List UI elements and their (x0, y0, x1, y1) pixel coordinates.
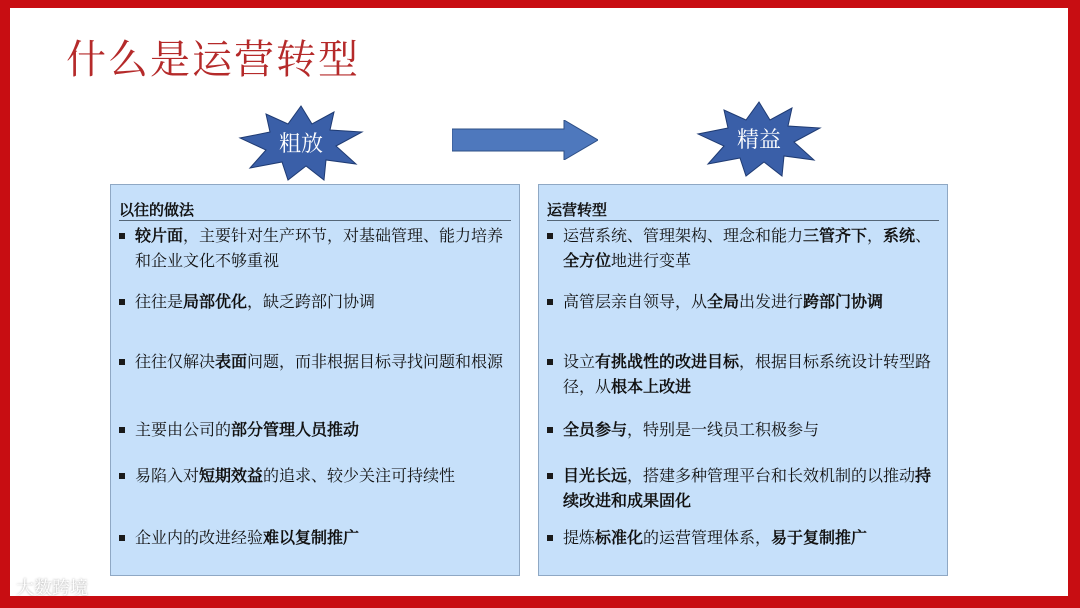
bullet-text (119, 417, 509, 442)
slide (10, 8, 1068, 596)
bullet-icon (547, 427, 553, 433)
bullet-icon (547, 359, 553, 365)
bullet-emphasis: 系统 (883, 226, 916, 245)
bullet-run: 问题，而非根据目标寻找问题和根源 (247, 352, 504, 371)
bullet-icon (119, 535, 125, 541)
bullet-icon (119, 427, 125, 433)
bullet-run: ，主要针对生产环节，对基础管理、能力培养和企业文化不够重视 (135, 226, 504, 270)
bullet-run: 地进行变革 (611, 251, 692, 270)
bullet-emphasis: 易于复制推广 (771, 528, 868, 547)
bullet-emphasis: 难以复制推广 (263, 528, 360, 547)
panel-heading: 以往的做法 (119, 200, 511, 221)
starburst-right (694, 98, 824, 178)
bullet-text (119, 525, 509, 550)
bullet-emphasis: 三管齐下 (803, 226, 868, 245)
bullet-text (119, 349, 509, 374)
bullet-emphasis: 全员参与 (563, 420, 628, 439)
slide-title: 什么是运营转型 (66, 37, 360, 83)
bullet-emphasis: 跨部门协调 (803, 292, 884, 311)
bullet-emphasis: 根本上改进 (611, 377, 692, 396)
bullet-icon (547, 535, 553, 541)
bullet-run: 易陷入对 (135, 466, 200, 485)
bullet-text (119, 289, 509, 314)
bullet-item (547, 463, 937, 513)
bullet-text (547, 463, 937, 513)
bullet-item (119, 525, 509, 550)
bullet-icon (119, 233, 125, 239)
bullet-run: 高管层亲自领导，从 (563, 292, 708, 311)
starburst-right-label: 精益 (736, 127, 781, 153)
bullet-icon (547, 299, 553, 305)
right-arrow-icon (452, 120, 598, 160)
bullet-run: ，特别是一线员工积极参与 (627, 420, 820, 439)
bullet-text (547, 525, 937, 550)
bullet-emphasis: 表面 (215, 352, 248, 371)
starburst-left-label: 粗放 (278, 131, 323, 157)
bullet-item (119, 463, 509, 488)
bullet-run: ， (867, 226, 884, 245)
panel-heading: 运营转型 (547, 200, 939, 221)
bullet-item (547, 525, 937, 550)
bullet-run: 的运营管理体系， (643, 528, 772, 547)
bullet-text (547, 289, 937, 314)
bullet-run: ，根据目标系统设计转型路径，从 (563, 352, 932, 396)
bullet-item (119, 349, 509, 374)
bullet-run: 提炼 (563, 528, 596, 547)
watermark: 大数跨境 (16, 578, 88, 596)
starburst-left (236, 102, 366, 182)
bullet-run: 往往是 (135, 292, 184, 311)
bullet-item (119, 223, 509, 273)
bullet-emphasis: 全局 (707, 292, 740, 311)
bullet-run: ，缺乏跨部门协调 (247, 292, 376, 311)
bullet-text (547, 417, 937, 442)
bullet-run: 设立 (563, 352, 596, 371)
bullet-run: 主要由公司的 (135, 420, 232, 439)
bullet-run: 出发进行 (739, 292, 804, 311)
bullet-text (119, 223, 509, 273)
bullet-run: ，搭建多种管理平台和长效机制的以推动 (627, 466, 916, 485)
bullet-text (547, 223, 937, 273)
bullet-text (119, 463, 509, 488)
bullet-emphasis: 目光长远 (563, 466, 628, 485)
bullet-emphasis: 短期效益 (199, 466, 264, 485)
bullet-emphasis: 全方位 (563, 251, 612, 270)
bullet-icon (119, 299, 125, 305)
bullet-item (547, 223, 937, 273)
bullet-icon (547, 233, 553, 239)
bullet-emphasis: 标准化 (595, 528, 644, 547)
bullet-run: 、 (915, 226, 932, 245)
panel-operational-transformation (538, 184, 948, 576)
bullet-item (547, 349, 937, 399)
bullet-icon (119, 473, 125, 479)
bullet-item (119, 417, 509, 442)
bullet-run: 运营系统、管理架构、理念和能力 (563, 226, 804, 245)
bullet-icon (119, 359, 125, 365)
bullet-run: 企业内的改进经验 (135, 528, 264, 547)
bullet-text (547, 349, 937, 399)
bullet-emphasis: 持续改进和成果固化 (563, 466, 932, 510)
bullet-emphasis: 有挑战性的改进目标 (595, 352, 740, 371)
bullet-item (547, 289, 937, 314)
bullet-emphasis: 部分管理人员推动 (231, 420, 360, 439)
bullet-icon (547, 473, 553, 479)
bullet-item (547, 417, 937, 442)
bullet-run: 的追求、较少关注可持续性 (263, 466, 456, 485)
bullet-emphasis: 局部优化 (183, 292, 248, 311)
bullet-emphasis: 较片面 (135, 226, 184, 245)
bullet-item (119, 289, 509, 314)
panel-previous-approach (110, 184, 520, 576)
bullet-run: 往往仅解决 (135, 352, 216, 371)
